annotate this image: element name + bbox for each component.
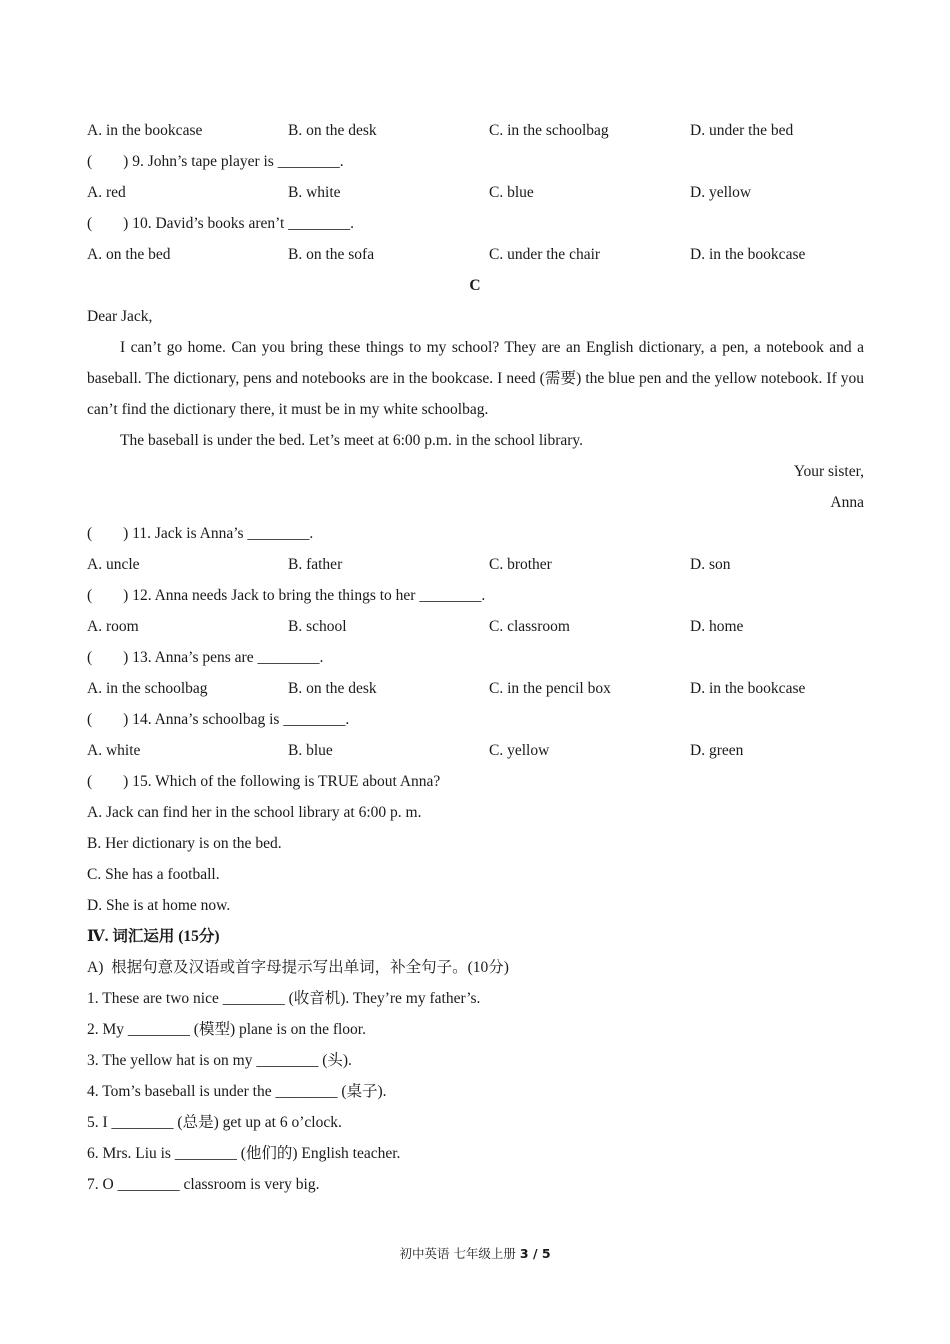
q12-option-a: A. room — [87, 618, 139, 635]
q8-option-d: D. under the bed — [690, 122, 794, 139]
question-15: ( ) 15. Which of the following is TRUE about Anna? — [87, 773, 441, 790]
q14-option-c: C. yellow — [489, 742, 550, 759]
question-14: ( ) 14. Anna’s schoolbag is ________. — [87, 711, 350, 728]
q14-option-d: D. green — [690, 742, 744, 759]
question-9: ( ) 9. John’s tape player is ________. — [87, 153, 344, 170]
q8-option-b: B. on the desk — [288, 122, 377, 139]
q14-option-a: A. white — [87, 742, 141, 759]
question-12: ( ) 12. Anna needs Jack to bring the things to her ________. — [87, 587, 486, 604]
vocab-item-7: 7. O ________ classroom is very big. — [87, 1176, 320, 1193]
vocab-item-5: 5. I ________ (总是) get up at 6 o’clock. — [87, 1114, 342, 1131]
section-4-title: Ⅳ. 词汇运用 (15分) — [87, 928, 220, 945]
vocab-item-2: 2. My ________ (模型) plane is on the floor. — [87, 1021, 366, 1038]
q15-option-b: B. Her dictionary is on the bed. — [87, 835, 282, 852]
q11-option-d: D. son — [690, 556, 731, 573]
page-footer — [0, 1244, 950, 1262]
q12-option-c: C. classroom — [489, 618, 570, 635]
letter-paragraph-1: I can’t go home. Can you bring these things to my school? They are an English dictionary, a pen, a notebook and a baseball. The dictionary, pens and notebooks are in the bookcase. I need (需要) the blue pen and the yellow notebook. If you can’t find the dictionary there, it must be in my white schoolbag. — [87, 339, 864, 418]
vocab-item-4: 4. Tom’s baseball is under the ________ (桌子). — [87, 1083, 387, 1100]
q9-option-a: A. red — [87, 184, 126, 201]
question-11: ( ) 11. Jack is Anna’s ________. — [87, 525, 314, 542]
q13-option-a: A. in the schoolbag — [87, 680, 208, 697]
footer-text: 初中英语 七年级上册 — [399, 1246, 520, 1261]
vocab-item-1: 1. These are two nice ________ (收音机). They’re my father’s. — [87, 990, 481, 1007]
page-number: 3 / 5 — [519, 1246, 551, 1261]
section-c-heading: C — [469, 277, 481, 294]
q15-option-d: D. She is at home now. — [87, 897, 231, 914]
q10-option-d: D. in the bookcase — [690, 246, 806, 263]
q11-option-c: C. brother — [489, 556, 552, 573]
vocab-item-6: 6. Mrs. Liu is ________ (他们的) English teacher. — [87, 1145, 401, 1162]
q13-option-c: C. in the pencil box — [489, 680, 611, 697]
q12-option-d: D. home — [690, 618, 744, 635]
vocab-item-3: 3. The yellow hat is on my ________ (头). — [87, 1052, 352, 1069]
q10-option-c: C. under the chair — [489, 246, 601, 263]
q15-option-a: A. Jack can find her in the school library at 6:00 p. m. — [87, 804, 422, 821]
letter-closing: Your sister, — [793, 463, 864, 480]
q11-option-b: B. father — [288, 556, 343, 573]
q13-option-b: B. on the desk — [288, 680, 377, 697]
q11-option-a: A. uncle — [87, 556, 140, 573]
q9-option-b: B. white — [288, 184, 341, 201]
q9-option-d: D. yellow — [690, 184, 752, 201]
q14-option-b: B. blue — [288, 742, 333, 759]
q10-option-b: B. on the sofa — [288, 246, 375, 263]
letter-paragraph-2: The baseball is under the bed. Let’s meet at 6:00 p.m. in the school library. — [120, 432, 584, 449]
q9-option-c: C. blue — [489, 184, 534, 201]
section-4-part-a-instruction: A) 根据句意及汉语或首字母提示写出单词，补全句子。(10分) — [87, 959, 509, 976]
q15-option-c: C. She has a football. — [87, 866, 220, 883]
q10-option-a: A. on the bed — [87, 246, 171, 263]
q13-option-d: D. in the bookcase — [690, 680, 806, 697]
question-10: ( ) 10. David’s books aren’t ________. — [87, 215, 355, 232]
q8-option-c: C. in the schoolbag — [489, 122, 609, 139]
question-13: ( ) 13. Anna’s pens are ________. — [87, 649, 324, 666]
q8-option-a: A. in the bookcase — [87, 122, 203, 139]
letter-salutation: Dear Jack, — [87, 308, 153, 325]
q12-option-b: B. school — [288, 618, 347, 635]
letter-signature: Anna — [830, 494, 864, 511]
